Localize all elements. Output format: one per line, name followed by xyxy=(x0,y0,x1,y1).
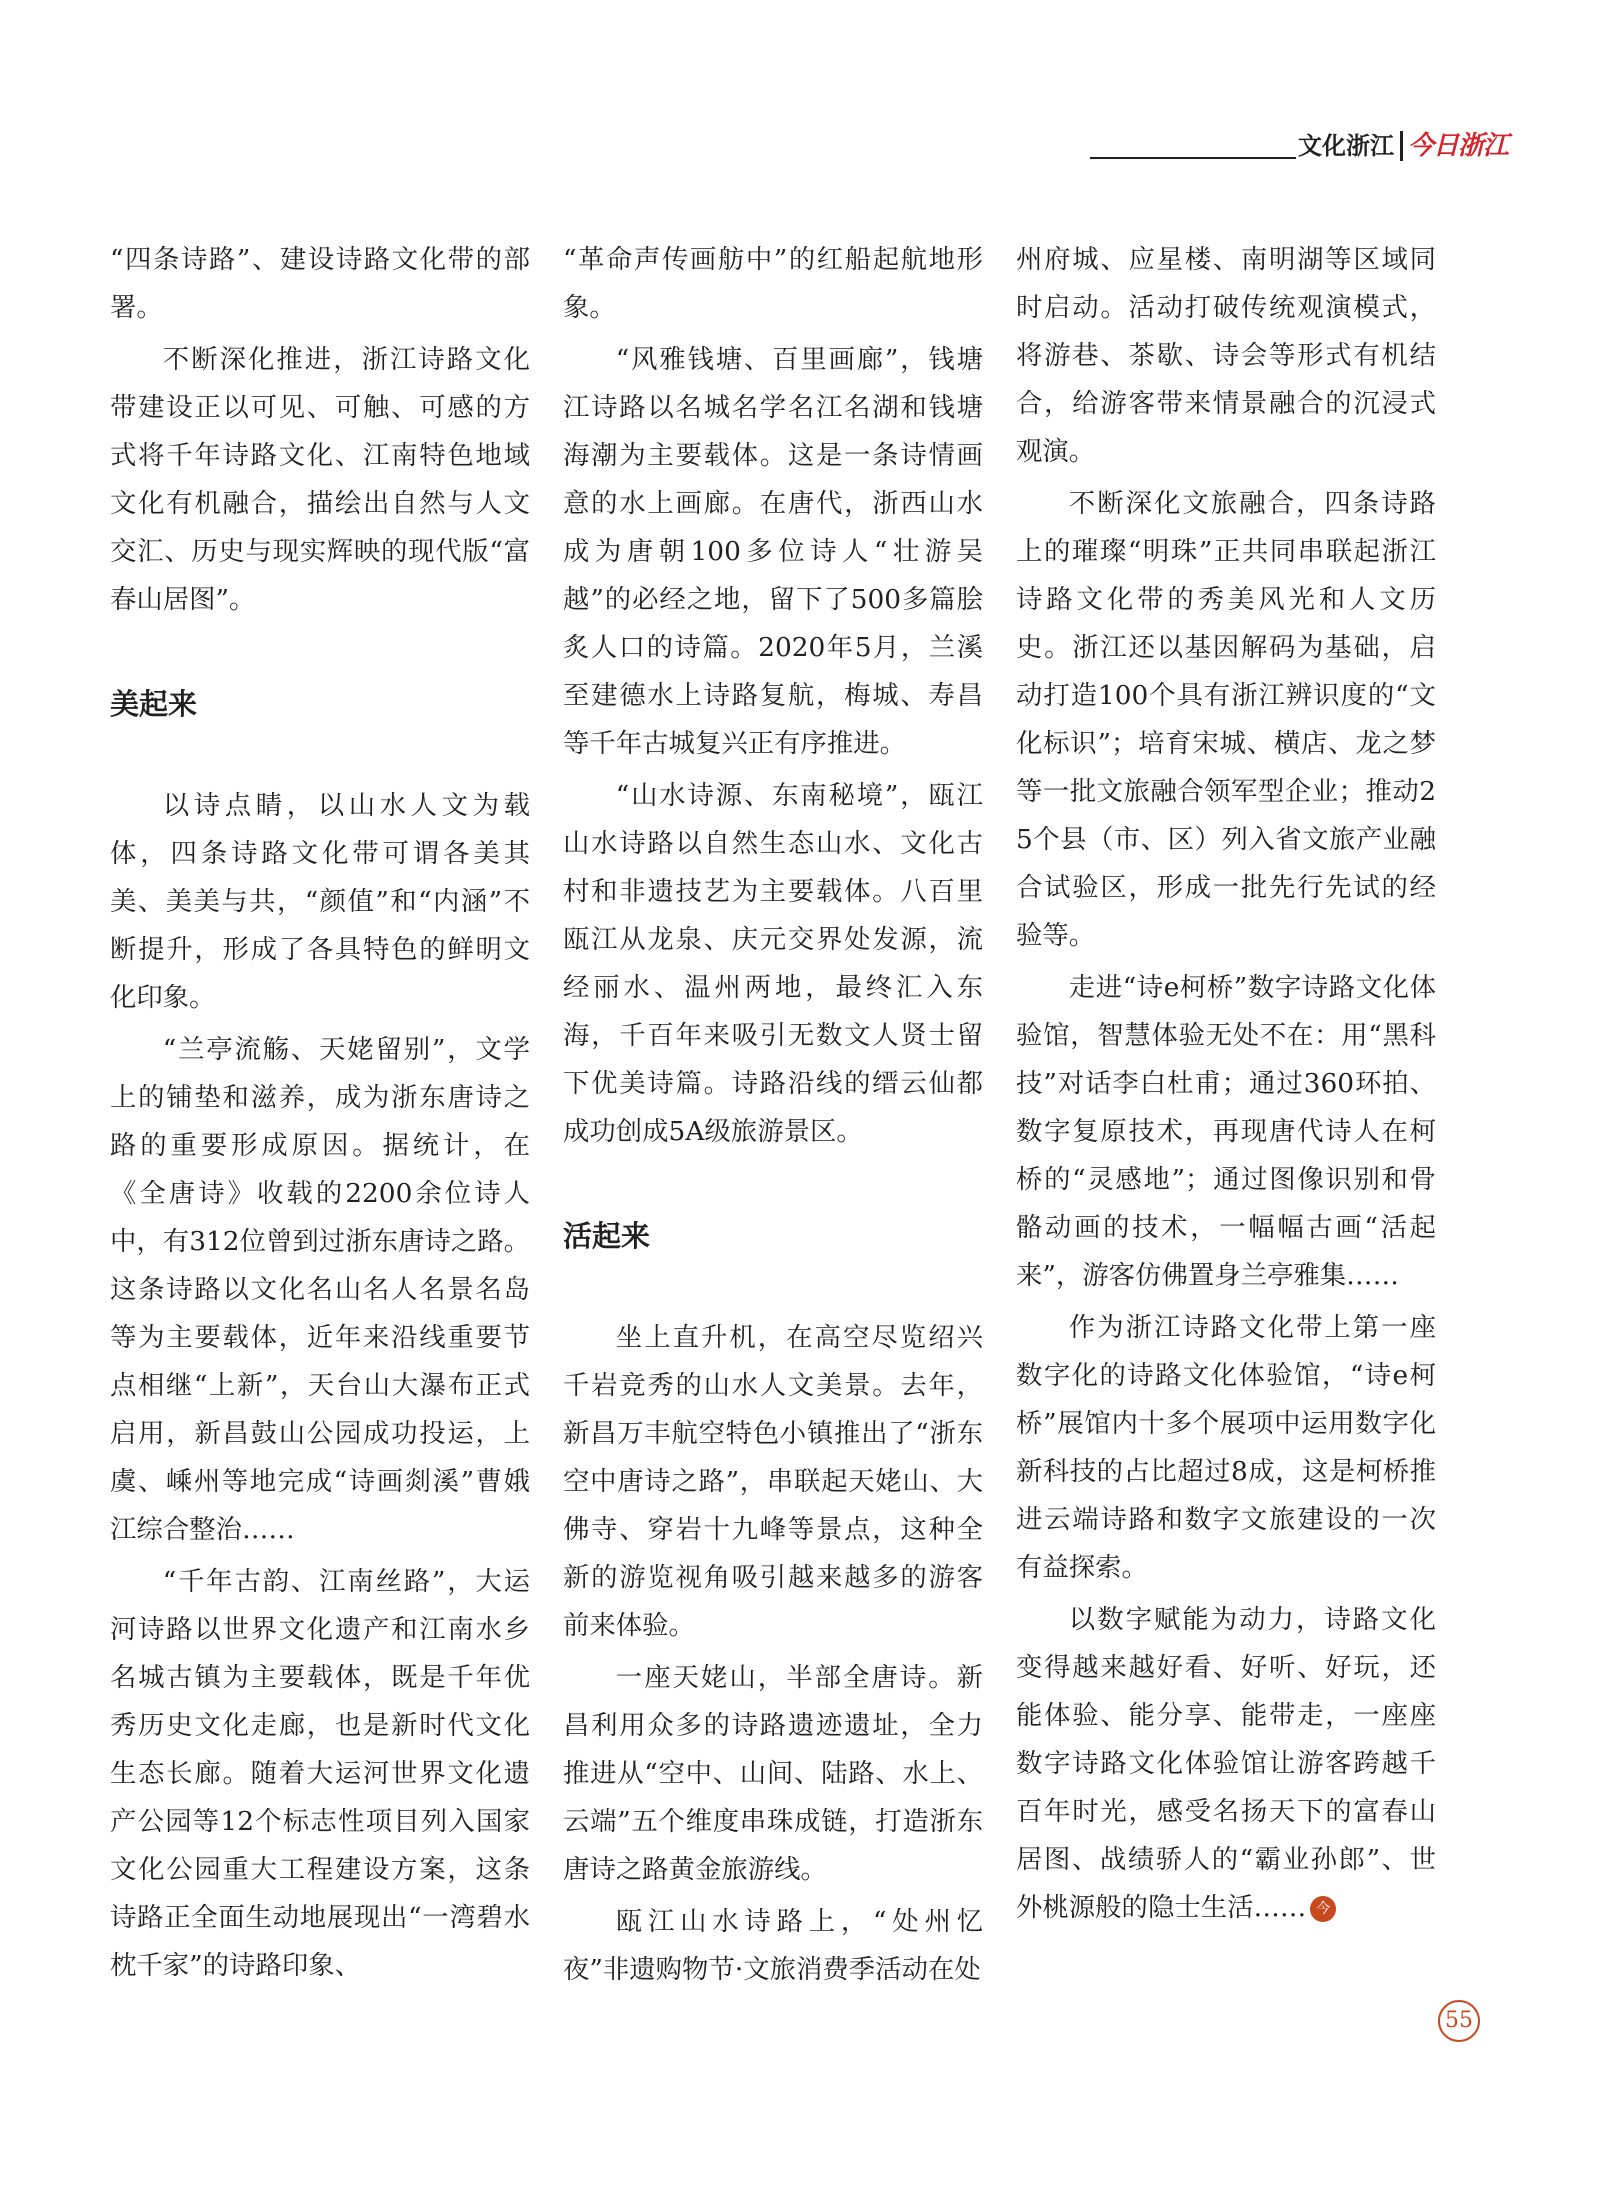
end-mark-icon: 今 xyxy=(1310,1896,1336,1922)
paragraph: 走进“诗e柯桥”数字诗路文化体验馆，智慧体验无处不在：用“黑科技”对话李白杜甫；通过360环拍、数字复原技术，再现唐代诗人在柯桥的“灵感地”；通过图像识别和骨骼动画的技术，一幅幅古画“活起来”，游客仿佛置身兰亭雅集…… xyxy=(1016,972,1436,1291)
paragraph: 以诗点睛，以山水人文为载体，四条诗路文化带可谓各美其美、美美与共，“颜值”和“内涵”不断提升，形成了各具特色的鲜明文化印象。 xyxy=(110,790,530,1013)
page-number: 55 xyxy=(1438,2000,1480,2042)
paragraph: 一座天姥山，半部全唐诗。新昌利用众多的诗路遗迹遗址，全力推进从“空中、山间、陆路、水上、云端”五个维度串珠成链，打造浙东唐诗之路黄金旅游线。 xyxy=(563,1662,983,1885)
paragraph: “山水诗源、东南秘境”，瓯江山水诗路以自然生态山水、文化古村和非遗技艺为主要载体。八百里瓯江从龙泉、庆元交界处发源，流经丽水、温州两地，最终汇入东海，千百年来吸引无数文人贤士留下优美诗篇。诗路沿线的缙云仙都成功创成5A级旅游景区。 xyxy=(563,780,983,1147)
paragraph: 作为浙江诗路文化带上第一座数字化的诗路文化体验馆，“诗e柯桥”展馆内十多个展项中运用数字化新科技的占比超过8成，这是柯桥推进云端诗路和数字文旅建设的一次有益探索。 xyxy=(1016,1312,1436,1583)
paragraph: “兰亭流觞、天姥留别”，文学上的铺垫和滋养，成为浙东唐诗之路的重要形成原因。据统计，在《全唐诗》收载的2200余位诗人中，有312位曾到过浙东唐诗之路。这条诗路以文化名山名人名景名岛等为主要载体，近年来沿线重要节点相继“上新”，天台山大瀑布正式启用，新昌鼓山公园成功投运，上虞、嵊州等地完成“诗画剡溪”曹娥江综合整治…… xyxy=(110,1034,530,1545)
paragraph: 瓯江山水诗路上，“处州忆夜”非遗购物节·文旅消费季活动在处 xyxy=(563,1906,983,1985)
paragraph: 不断深化推进，浙江诗路文化带建设正以可见、可触、可感的方式将千年诗路文化、江南特色地域文化有机融合，描绘出自然与人文交汇、历史与现实辉映的现代版“富春山居图”。 xyxy=(110,344,530,615)
column-3 xyxy=(1016,236,1436,1936)
paragraph: 州府城、应星楼、南明湖等区域同时启动。活动打破传统观演模式，将游巷、茶歇、诗会等形式有机结合，给游客带来情景融合的沉浸式观演。 xyxy=(1016,244,1436,467)
paragraph-last xyxy=(1016,1596,1436,1932)
section-heading: 活起来 xyxy=(563,1219,651,1253)
paragraph: 不断深化文旅融合，四条诗路上的璀璨“明珠”正共同串联起浙江诗路文化带的秀美风光和人文历史。浙江还以基因解码为基础，启动打造100个具有浙江辨识度的“文化标识”；培育宋城、横店、龙之梦等一批文旅融合领军型企业；推动25个县（市、区）列入省文旅产业融合试验区，形成一批先行先试的经验等。 xyxy=(1016,488,1436,951)
paragraph: 坐上直升机，在高空尽览绍兴千岩竞秀的山水人文美景。去年，新昌万丰航空特色小镇推出了“浙东空中唐诗之路”，串联起天姥山、大佛寺、穿岩十九峰等景点，这种全新的游览视角吸引越来越多的游客前来体验。 xyxy=(563,1322,983,1641)
paragraph: “革命声传画舫中”的红船起航地形象。 xyxy=(563,244,983,323)
header-rule xyxy=(1090,157,1296,159)
column-1 xyxy=(110,236,530,1994)
paragraph: “千年古韵、江南丝路”，大运河诗路以世界文化遗产和江南水乡名城古镇为主要载体，既是千年优秀历史文化走廊，也是新时代文化生态长廊。随着大运河世界文化遗产公园等12个标志性项目列入国家文化公园重大工程建设方案，这条诗路正全面生动地展现出“一湾碧水枕千家”的诗路印象、 xyxy=(110,1566,530,1981)
magazine-logo: 今日浙江 xyxy=(1408,131,1509,161)
paragraph: “风雅钱塘、百里画廊”，钱塘江诗路以名城名学名江名湖和钱塘海潮为主要载体。这是一条诗情画意的水上画廊。在唐代，浙西山水成为唐朝100多位诗人“壮游吴越”的必经之地，留下了500多篇脍炙人口的诗篇。2020年5月，兰溪至建德水上诗路复航，梅城、寿昌等千年古城复兴正有序推进。 xyxy=(563,344,983,759)
header-divider xyxy=(1400,131,1403,161)
column-2 xyxy=(563,236,983,1998)
paragraph: “四条诗路”、建设诗路文化带的部署。 xyxy=(110,244,530,323)
page-header xyxy=(1090,126,1509,166)
paragraph-text: 以数字赋能为动力，诗路文化变得越来越好看、好听、好玩，还能体验、能分享、能带走，一座座数字诗路文化体验馆让游客跨越千百年时光，感受名扬天下的富春山居图、战绩骄人的“霸业孙郎”、世外桃源般的隐士生活…… xyxy=(1016,1604,1436,1923)
section-title: 文化浙江 xyxy=(1298,132,1394,160)
section-heading: 美起来 xyxy=(110,687,198,721)
